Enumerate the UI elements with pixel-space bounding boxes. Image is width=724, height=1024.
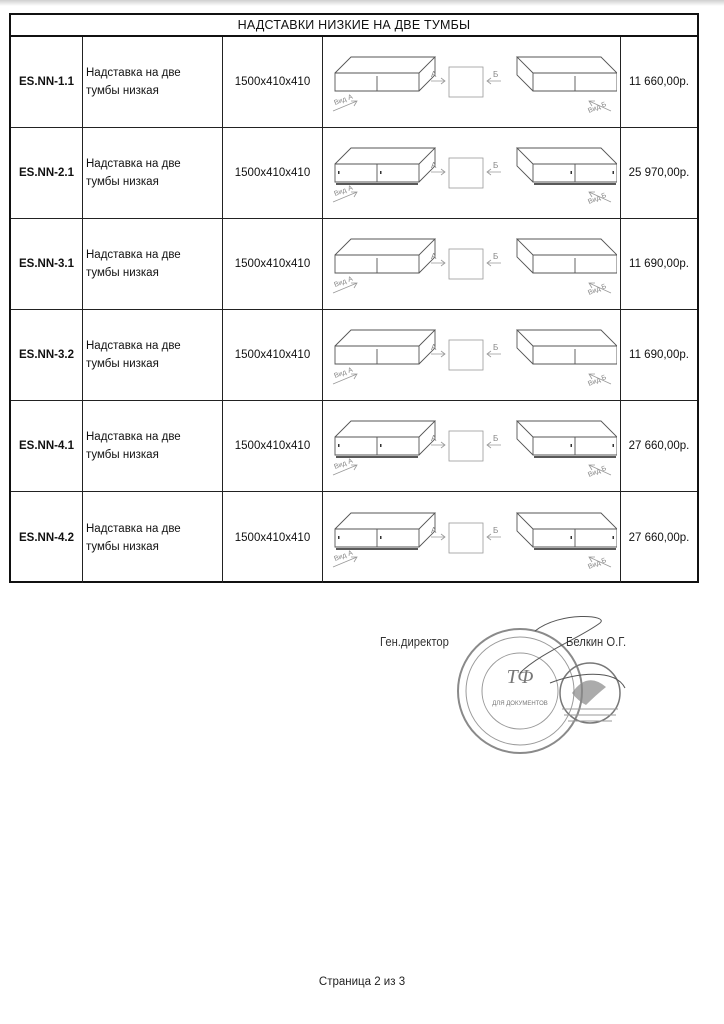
table-title: НАДСТАВКИ НИЗКИЕ НА ДВЕ ТУМБЫ — [11, 15, 697, 37]
svg-text:Б: Б — [492, 343, 498, 352]
product-code: ES.NN-4.1 — [11, 401, 83, 491]
product-name-text: Надставка на две тумбы низкая — [86, 158, 181, 188]
svg-text:Вид Б: Вид Б — [586, 101, 608, 115]
product-price: 11 660,00р. — [629, 76, 689, 88]
product-code: ES.NN-1.1 — [11, 37, 83, 127]
svg-text:Вид Б: Вид Б — [586, 556, 608, 571]
svg-text:Б: Б — [492, 161, 498, 170]
svg-text:Вид А: Вид А — [332, 93, 354, 107]
product-drawing-cell — [323, 310, 621, 400]
product-name-text: Надставка на две тумбы низкая — [86, 67, 181, 97]
product-name-text: Надставка на две тумбы низкая — [86, 249, 181, 279]
product-name — [83, 37, 223, 127]
page-edge — [0, 0, 724, 6]
price-table — [9, 13, 699, 583]
svg-text:А: А — [430, 343, 436, 352]
svg-text:Б: Б — [492, 525, 498, 535]
svg-text:ТФ: ТФ — [506, 666, 534, 688]
product-price: 11 690,00р. — [629, 349, 689, 361]
product-code: ES.NN-4.2 — [11, 492, 83, 583]
product-price: 11 690,00р. — [629, 258, 689, 270]
signatory-position: Ген.директор — [380, 635, 449, 649]
table-row — [11, 128, 697, 219]
svg-text:Вид А: Вид А — [332, 366, 354, 380]
product-drawing — [327, 138, 617, 208]
table-row — [11, 219, 697, 310]
signature-block — [380, 595, 680, 765]
product-drawing-cell — [323, 128, 621, 218]
product-price: 27 660,00р. — [628, 440, 690, 452]
product-code: ES.NN-3.1 — [11, 219, 83, 309]
product-name-text: Надставка на две тумбы низкая — [86, 340, 181, 370]
table-row — [11, 37, 697, 128]
page-number: Страница 2 из 3 — [318, 976, 406, 988]
product-size: 1500x410x410 — [223, 219, 323, 309]
svg-text:А: А — [430, 252, 436, 261]
product-drawing-cell — [323, 401, 621, 491]
svg-text:Вид Б: Вид Б — [586, 374, 608, 388]
product-name — [83, 310, 223, 400]
product-size: 1500x410x410 — [223, 492, 323, 583]
table-row — [11, 492, 697, 583]
svg-text:Вид А: Вид А — [332, 457, 354, 471]
product-drawing-cell — [323, 219, 621, 309]
product-drawing — [327, 47, 617, 117]
product-size: 1500x410x410 — [223, 310, 323, 400]
product-name — [83, 128, 223, 218]
table-row — [11, 310, 697, 401]
svg-text:Вид Б: Вид Б — [586, 465, 608, 479]
product-price: 25 970,00р. — [628, 167, 690, 179]
product-code: ES.NN-3.2 — [11, 310, 83, 400]
product-drawing — [327, 411, 617, 481]
product-price: 27 660,00р. — [628, 531, 690, 544]
product-size: 1500x410x410 — [223, 128, 323, 218]
product-drawing — [327, 229, 617, 299]
product-drawing-cell — [323, 37, 621, 127]
svg-text:Вид А: Вид А — [332, 184, 354, 198]
product-name-text: Надставка на две тумбы низкая — [86, 522, 181, 553]
svg-text:Вид Б: Вид Б — [586, 283, 608, 297]
svg-text:А: А — [430, 161, 436, 170]
product-name-text: Надставка на две тумбы низкая — [86, 431, 181, 461]
table-row — [11, 401, 697, 492]
svg-text:А: А — [430, 434, 436, 443]
stamp-inner-text: ДЛЯ ДОКУМЕНТОВ — [492, 701, 548, 707]
signatory-name: Белкин О.Г. — [566, 635, 627, 649]
product-name — [83, 401, 223, 491]
product-drawing-cell — [323, 492, 621, 583]
product-size: 1500x410x410 — [223, 401, 323, 491]
product-drawing — [327, 503, 617, 573]
svg-text:Б: Б — [492, 434, 498, 443]
svg-text:Вид Б: Вид Б — [586, 192, 608, 206]
product-size: 1500x410x410 — [223, 37, 323, 127]
svg-text:А: А — [430, 525, 436, 535]
svg-text:Б: Б — [492, 252, 498, 261]
svg-text:А: А — [430, 70, 436, 79]
product-name — [83, 219, 223, 309]
svg-text:Б: Б — [492, 70, 498, 79]
product-name — [83, 492, 223, 583]
product-drawing — [327, 320, 617, 390]
product-code: ES.NN-2.1 — [11, 128, 83, 218]
svg-text:Вид А: Вид А — [332, 275, 354, 289]
svg-text:Вид А: Вид А — [332, 549, 354, 563]
